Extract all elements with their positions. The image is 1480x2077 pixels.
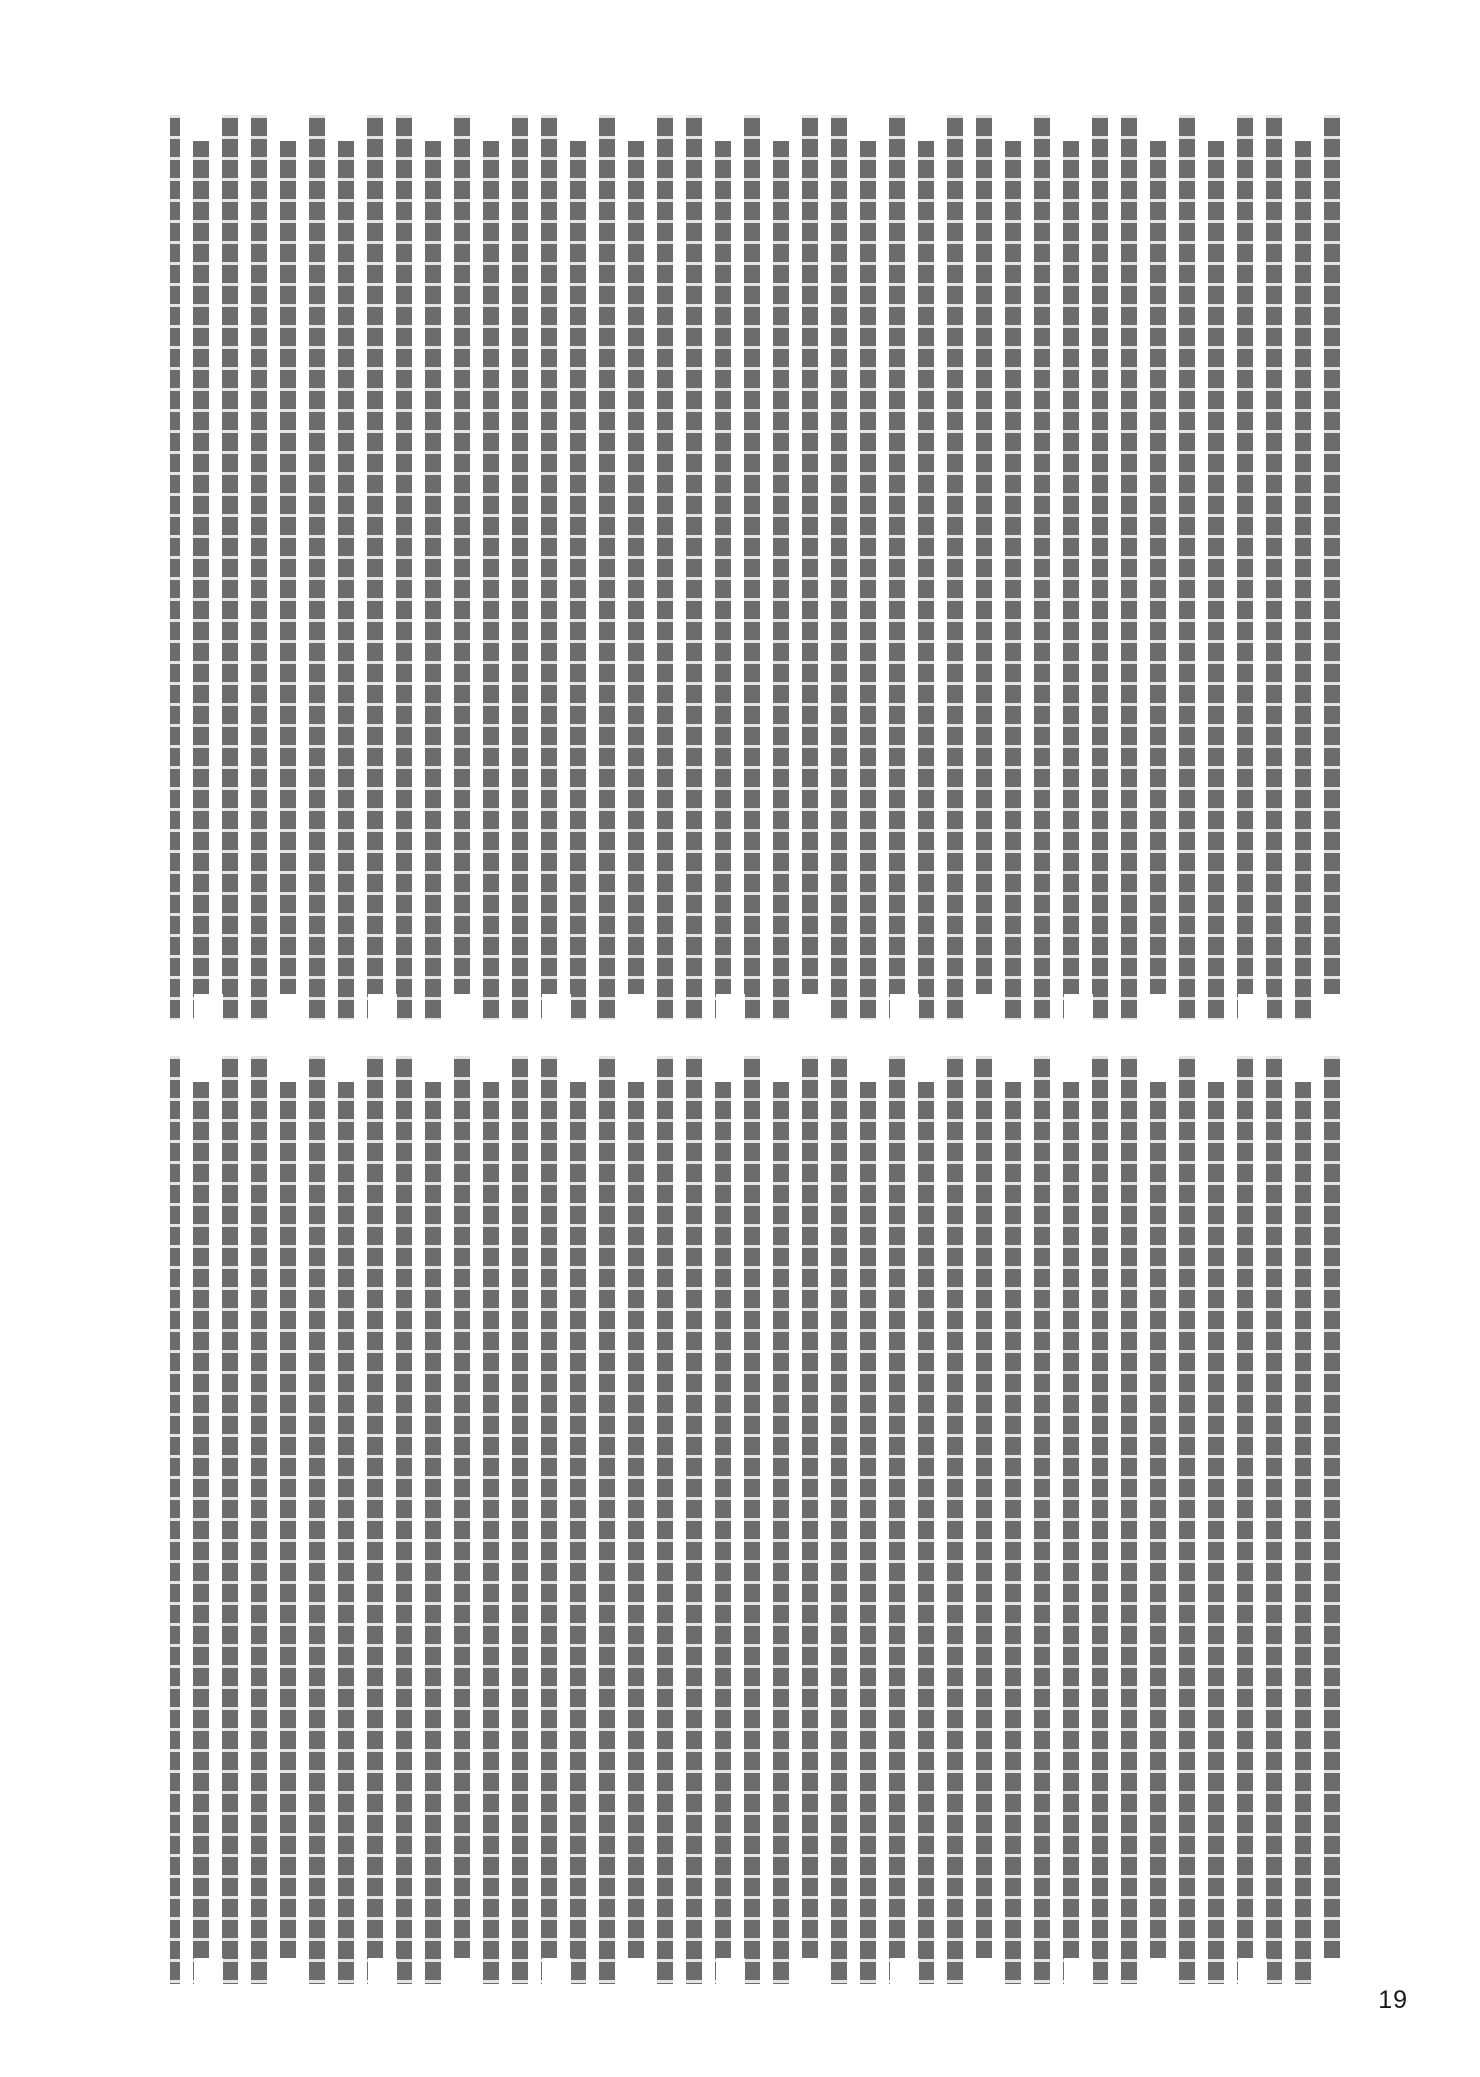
- page-number: 19: [1378, 1986, 1408, 2014]
- vertical-text-block-bottom: [170, 1056, 1340, 1984]
- vertical-text-block-top: [170, 115, 1340, 1020]
